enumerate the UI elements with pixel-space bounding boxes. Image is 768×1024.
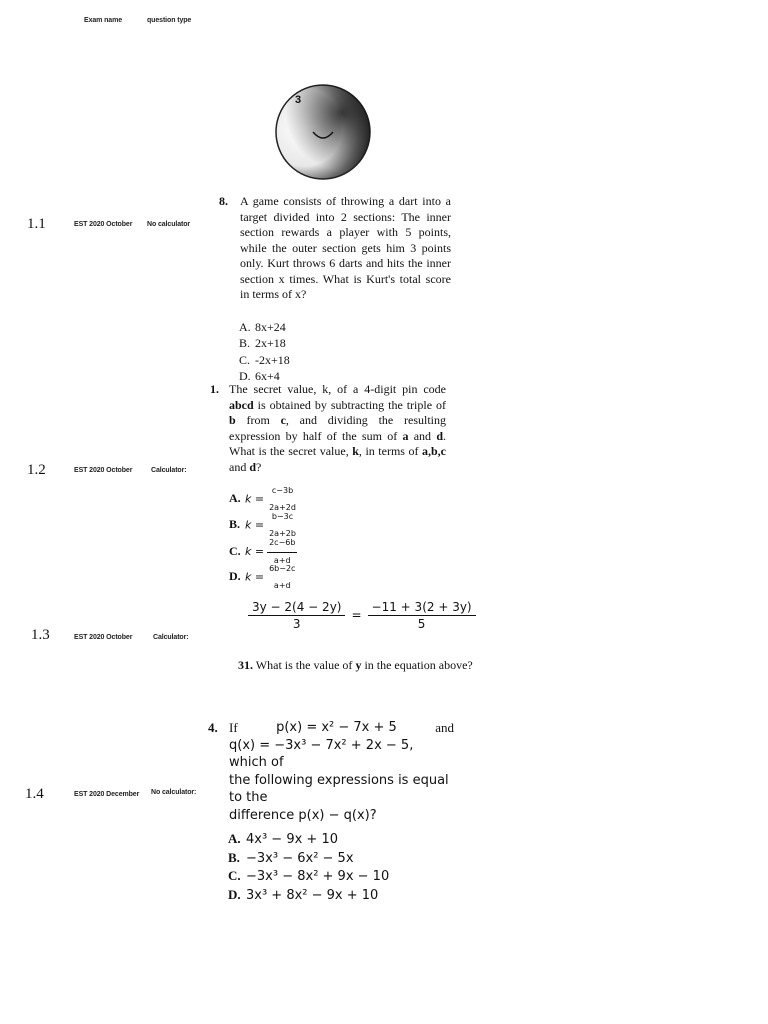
choice-a: A. 4x³ − 9x + 10: [228, 831, 338, 847]
choice-b: B. −3x³ − 6x² − 5x: [228, 849, 354, 866]
equation-right-fraction: $\frac{-11 + 3(2 + 3y)}{5}$: [368, 599, 476, 632]
row-id: 1.4: [25, 786, 44, 802]
row-id: 1.2: [27, 462, 46, 478]
row-type: Calculator:: [151, 467, 187, 474]
equation: $\frac{3y - 2(4 - 2y)}{3}$ = $\frac{-11 + 3(2 + 3y)}{5}$: [248, 599, 476, 632]
row-exam: EST 2020 October: [74, 221, 133, 228]
question-number: 31.: [238, 658, 253, 672]
question-8: [219, 194, 451, 385]
equation-left-fraction: $\frac{3y - 2(4 - 2y)}{3}$: [248, 599, 345, 632]
row-id: 1.1: [27, 216, 46, 232]
choice-d: D. 6x+4: [239, 369, 280, 383]
choice-c: C. k = $\frac{2c-6b}{a+d}$: [229, 535, 446, 561]
choice-b: B. 2x+18: [239, 336, 286, 350]
question-number: 1.: [210, 382, 219, 396]
question-text: A game consists of throwing a dart into a target divided into 2 sections: The inner section rewards a player with 5 points, while the outer section gets him 3 points only. Kurt throws 6 darts and hits the inner section x times. What is Kurt's total score in terms of x?: [240, 194, 451, 301]
row-type: No calculator:: [151, 789, 197, 796]
choice-b: B. k = b−3c 2a+2b: [229, 512, 296, 538]
target-number-label: 3: [295, 94, 302, 106]
row-type: No calculator: [147, 221, 191, 228]
choice-c: C. −3x³ − 8x² + 9x − 10: [228, 868, 390, 884]
choice-a: A. 8x+24: [239, 319, 286, 334]
question-4: 4. If p(x) = x² − 7x + 5 and q(x) = −3x³ − 7x² + 2x − 5, which of the following expressions is equal to the difference p(x) − q(x)? A. 4x³ − 9x + 10 B. −3x³ − 6x² − 5x C. −3x³ − 8x² + 9x − 10 D. 3x³ + 8x² − 9x + 10: [208, 720, 454, 903]
question-1: 1. The secret value, k, of a 4-digit pin code abcd is obtained by subtracting the triple of b from c, and dividing the resulting expression by half of the sum of a and d. What is the secret value, k, in terms of a,b,c and d? A. k = c−3b 2a+2d B. k = b−3c 2a+2b C. k = $\frac{2c-6b}{a+d}$ D. k = 6b−2c a+d: [210, 382, 447, 590]
row-exam: EST 2020 December: [74, 791, 140, 798]
choice-d: D. k = 6b−2c a+d: [229, 564, 296, 590]
question-31: 31. What is the value of y in the equation above?: [238, 658, 473, 672]
header-exam-name: Exam name: [84, 17, 123, 24]
choice-a: A. k = c−3b 2a+2d: [229, 486, 296, 512]
row-exam: EST 2020 October: [74, 467, 133, 474]
dartboard-target-figure: [273, 82, 373, 182]
question-number: 4.: [208, 720, 218, 735]
choice-c: C. -2x+18: [239, 352, 290, 367]
row-exam: EST 2020 October: [74, 634, 133, 641]
row-type: Calculator:: [153, 634, 189, 641]
question-number: 8.: [219, 194, 228, 208]
row-id: 1.3: [31, 627, 50, 643]
header-question-type: question type: [147, 17, 192, 24]
choice-d: D. 3x³ + 8x² − 9x + 10: [228, 886, 379, 903]
